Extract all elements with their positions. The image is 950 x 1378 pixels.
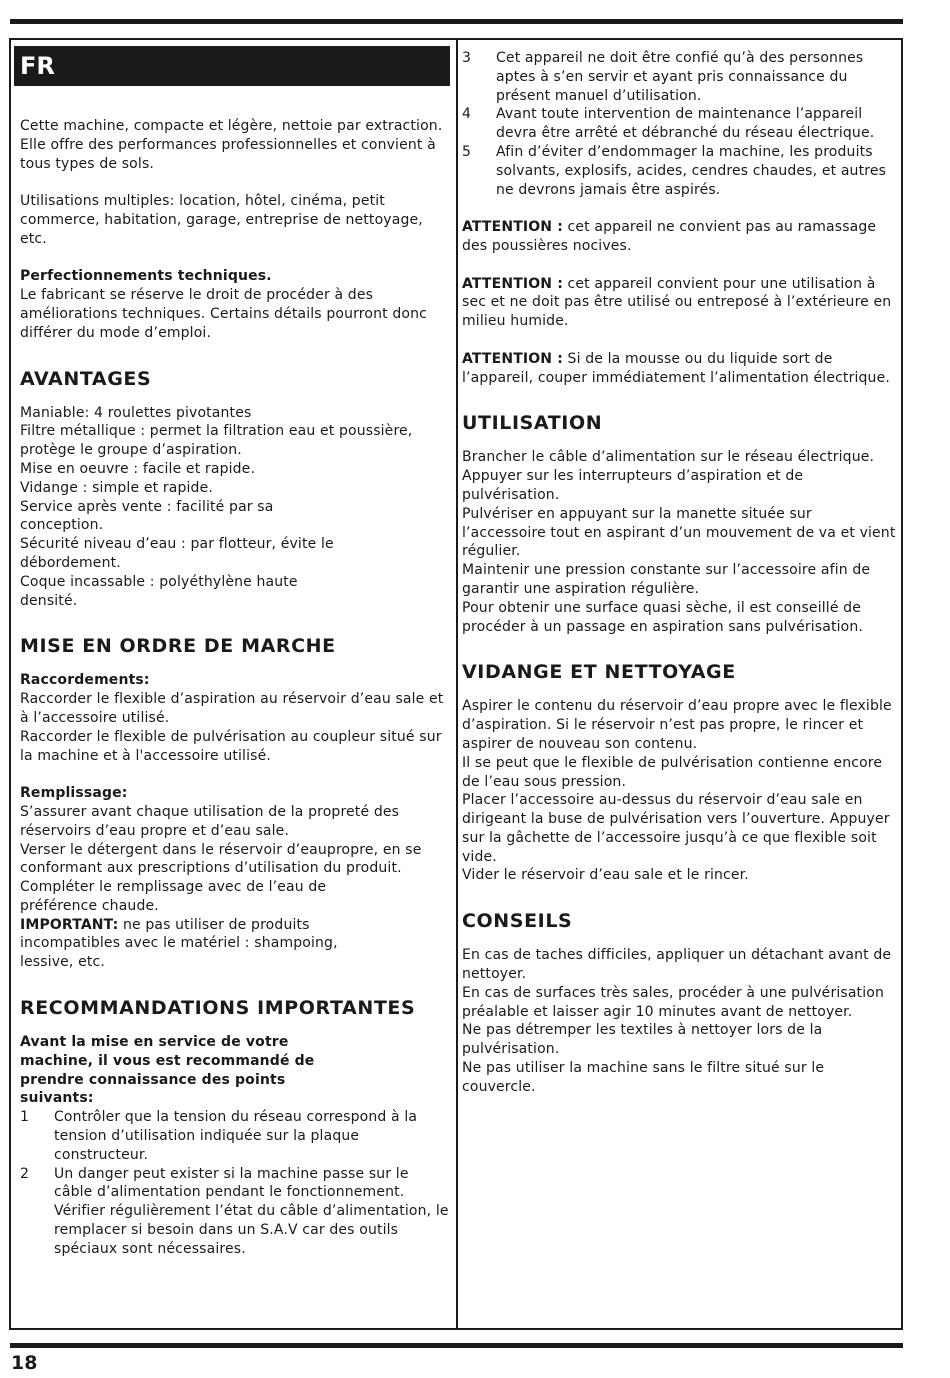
avantage-line: Filtre métallique : permet la filtration eau et poussière, protège le groupe d’aspiration. <box>20 423 413 459</box>
list-item <box>20 1108 450 1164</box>
raccord-line: Raccorder le flexible d’aspiration au réservoir d’eau sale et à l’accessoire utilisé. <box>20 691 444 726</box>
left-column <box>20 117 450 1259</box>
avantage-line: Coque incassable : polyéthylène haute densité. <box>20 573 298 609</box>
item-text: Un danger peut exister si la machine passe sur le câble d’alimentation pendant le fonctionnement. Vérifier régulièrement l’état du câble d’alimentation, le remplacer si besoin dans un S.A.V car des outils spéciaux sont nécessaires. <box>54 1165 449 1257</box>
conseil-line: En cas de surfaces très sales, procéder à une pulvérisation préalable et laisser agir 10 minutes avant de nettoyer. <box>462 984 884 1020</box>
avantage-line: Vidange : simple et rapide. <box>20 479 213 496</box>
page-number: 18 <box>11 1352 38 1374</box>
intro-paragraph-2: Utilisations multiples: location, hôtel, cinéma, petit commerce, habitation, garage, entreprise de nettoyage, etc. <box>20 193 423 247</box>
remplissage-title: Remplissage: <box>20 785 128 802</box>
perf-title: Perfectionnements techniques. <box>20 268 272 285</box>
perf-text: Le fabricant se réserve le droit de procéder à des améliorations techniques. Certains détails pourront donc différer du mode d’emploi. <box>20 287 427 341</box>
language-label: FR <box>14 46 450 86</box>
item-text: Afin d’éviter d’endommager la machine, les produits solvants, explosifs, acides, cendres chaudes, et autres ne devrons jamais être aspirés. <box>496 143 887 198</box>
item-text: Cet appareil ne doit être confié qu’à des personnes aptes à s’en servir et ayant pris connaissance du présent manuel d’utilisation. <box>496 50 864 104</box>
utilisation-line: Pulvériser en appuyant sur la manette située sur l’accessoire tout en aspirant d’un mouvement de va et vient régulier. <box>462 505 896 560</box>
attention-note <box>462 350 898 388</box>
raccord-title: Raccordements: <box>20 672 150 689</box>
item-number: 4 <box>462 106 472 123</box>
vidange-line: Placer l’accessoire au-dessus du réservoir d’eau sale en dirigeant la buse de pulvérisation vers l’ouverture. Appuyer sur la gâchette de l’accessoire jusqu’à ce que flexible soit vide. <box>462 792 890 865</box>
attention-text: cet appareil convient pour une utilisation à sec et ne doit pas être utilisé ou entreposé à l’extérieure en milieu humide. <box>462 275 892 330</box>
list-item <box>462 49 898 105</box>
attention-note <box>462 275 898 331</box>
vidange-line: Vider le réservoir d’eau sale et le rincer. <box>462 867 749 884</box>
remplissage-line: S’assurer avant chaque utilisation de la propreté des réservoirs d’eau propre et d’eau sale. <box>20 803 400 839</box>
raccord-line: Raccorder le flexible de pulvérisation au coupleur situé sur la machine et à l'accessoire utilisé. <box>20 728 442 764</box>
attention-label: ATTENTION : <box>462 219 563 236</box>
attention-note <box>462 218 898 256</box>
attention-label: ATTENTION : <box>462 275 563 292</box>
avantage-line: Maniable: 4 roulettes pivotantes <box>20 404 252 421</box>
list-item <box>20 1165 450 1259</box>
attention-text: cet appareil ne convient pas au ramassage des poussières nocives. <box>462 219 877 254</box>
utilisation-line: Appuyer sur les interrupteurs d’aspiration et de pulvérisation. <box>462 468 804 503</box>
utilisation-line: Pour obtenir une surface quasi sèche, il est conseillé de procéder à un passage en aspiration sans pulvérisation. <box>462 599 863 635</box>
section-title-mise-en-ordre: MISE EN ORDRE DE MARCHE <box>20 635 336 658</box>
item-number: 1 <box>20 1109 30 1126</box>
vidange-line: Il se peut que le flexible de pulvérisation contienne encore de l’eau sous pression. <box>462 754 883 790</box>
avantage-line: Sécurité niveau d’eau : par flotteur, évite le débordement. <box>20 536 334 571</box>
list-item <box>462 143 898 199</box>
reco-list-continued <box>462 49 898 199</box>
right-column <box>462 49 898 1097</box>
important-note <box>20 916 365 972</box>
bottom-rule <box>10 1343 903 1348</box>
section-title-avantages: AVANTAGES <box>20 367 152 390</box>
avantage-line: Service après vente : facilité par sa conception. <box>20 498 274 534</box>
section-title-conseils: CONSEILS <box>462 910 573 933</box>
attention-label: ATTENTION : <box>462 350 563 367</box>
top-rule <box>10 19 903 24</box>
important-text: ne pas utiliser de produits incompatibles avec le matériel : shampoing, lessive, etc. <box>20 916 338 971</box>
section-title-recommandations: RECOMMANDATIONS IMPORTANTES <box>20 997 416 1020</box>
utilisation-line: Brancher le câble d’alimentation sur le réseau électrique. <box>462 449 875 466</box>
column-divider <box>456 38 458 1330</box>
remplissage-line: Compléter le remplissage avec de l’eau de préférence chaude. <box>20 879 327 914</box>
remplissage-line: Verser le détergent dans le réservoir d’eaupropre, en se conformant aux prescriptions d’utilisation du produit. <box>20 841 422 877</box>
section-title-vidange: VIDANGE ET NETTOYAGE <box>462 661 736 684</box>
section-title-utilisation: UTILISATION <box>462 412 603 435</box>
item-number: 3 <box>462 50 472 66</box>
important-label: IMPORTANT: <box>20 916 119 933</box>
utilisation-line: Maintenir une pression constante sur l’accessoire afin de garantir une aspiration régulière. <box>462 562 871 597</box>
item-text: Avant toute intervention de maintenance l’appareil devra être arrêté et débranché du réseau électrique. <box>496 106 875 142</box>
reco-lead: Avant la mise en service de votre machine, il vous est recommandé de prendre connaissance des points suivants: <box>20 1034 315 1107</box>
attention-text: Si de la mousse ou du liquide sort de l’appareil, couper immédiatement l’alimentation électrique. <box>462 350 890 386</box>
item-text: Contrôler que la tension du réseau correspond à la tension d’utilisation indiquée sur la plaque constructeur. <box>54 1109 418 1163</box>
list-item <box>462 105 898 143</box>
item-number: 2 <box>20 1165 30 1182</box>
reco-list <box>20 1108 450 1258</box>
intro-paragraph-1: Cette machine, compacte et légère, nettoie par extraction. Elle offre des performances professionnelles et convient à tous types de sols. <box>20 118 443 172</box>
vidange-line: Aspirer le contenu du réservoir d’eau propre avec le flexible d’aspiration. Si le réservoir n’est pas propre, le rincer et aspirer de nouveau son contenu. <box>462 698 892 752</box>
conseil-line: Ne pas utiliser la machine sans le filtre situé sur le couvercle. <box>462 1060 825 1095</box>
conseil-line: Ne pas détremper les textiles à nettoyer lors de la pulvérisation. <box>462 1022 823 1058</box>
avantage-line: Mise en oeuvre : facile et rapide. <box>20 460 256 477</box>
conseil-line: En cas de taches difficiles, appliquer un détachant avant de nettoyer. <box>462 947 892 983</box>
item-number: 5 <box>462 143 472 160</box>
